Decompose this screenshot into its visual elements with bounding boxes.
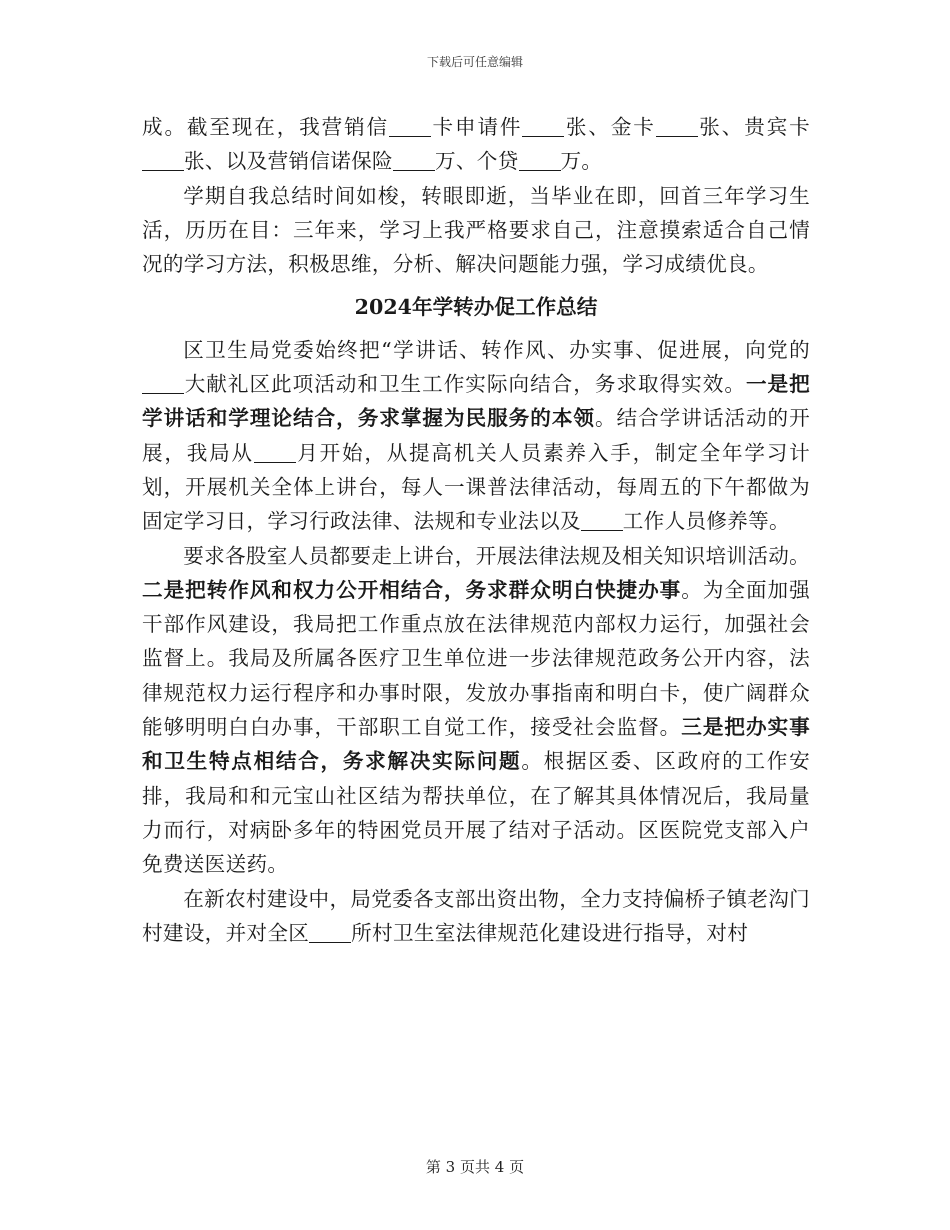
bold-heading-point-3: 三是把办实事和卫生特点相结合，务求解决实际问题 [142,715,810,774]
paragraph-study-summary: 学期自我总结时间如梭，转眼即逝，当毕业在即，回首三年学习生活，历历在目：三年来，学习上我严格要求自己，注意摸索适合自己情况的学习方法，积极思维，分析、解决问题能力强，学习成绩优良。 [142,183,810,277]
text-run: 所村卫生室法律规范化建设进行指导，对村 [351,920,749,945]
fill-blank [393,150,435,172]
bold-heading-point-2: 二是把转作风和权力公开相结合，务求群众明白快捷办事 [142,577,682,602]
paragraph-rural-construction [142,882,810,951]
text-run: 。为全面加强干部作风建设，我局把工作重点放在法律规范内部权力运行，加强社会监督上。我局及所属各医疗卫生单位进一步法律规范政务公开内容，法律规范权力运行程序和办事时限，发放办事指南和明白卡，使广阔群众能够明明白白办事，干部职工自觉工作，接受社会监督。 [142,577,810,740]
paragraph-intro-first-point [142,333,810,539]
text-run: 月开始，从提高机关人员素养入手，制定全年学习计划，开展机关全体上讲台，每人一课普法律活动，每周五的下午都做为固定学习日，学习行政法律、法规和专业法以及 [142,440,811,534]
page-footer: 第 3 页共 4 页 [425,1158,525,1176]
text-run: 区卫生局党委始终把“学讲话、转作风、办实事、促进展，向党的 [183,337,810,362]
fill-blank [142,150,184,172]
text-run: 要求各股室人员都要走上讲台，开展法律法规及相关知识培训活动。 [183,543,810,568]
fill-blank [309,921,351,943]
document-body [142,110,810,950]
text-run: 。根据区委、区政府的工作安排，我局和和元宝山社区结为帮扶单位，在了解其具体情况后，我局量力而行，对病卧多年的特困党员开展了结对子活动。区医院党支部入户免费送医送药。 [142,749,810,877]
fill-blank [522,115,564,137]
text-run: 万。 [560,149,603,174]
fill-blank [581,510,623,532]
text-run: 。结合学讲话活动的开展，我局从 [142,406,810,465]
fill-blank [519,150,561,172]
fill-blank [656,115,698,137]
fill-blank [389,115,431,137]
fill-blank [254,441,296,463]
text-run: 张、以及营销信诺保险 [184,149,393,174]
text-run: 万、个贷 [434,149,519,174]
text-run: 张、金卡 [564,115,656,139]
paragraph-sales-figures [142,110,810,179]
text-run: 成。截至现在，我营销信 [142,115,389,139]
text-run: 张、贵宾卡 [697,115,810,139]
bold-heading-point-1: 一是把学讲话和学理论结合，务求掌握为民服务的本领 [142,372,811,431]
paragraph-second-third-points [142,539,810,882]
fill-blank [142,372,184,394]
page-header: 下载后可任意编辑 [426,55,523,69]
text-run: 大献礼区此项活动和卫生工作实际向结合，务求取得实效。 [184,372,746,397]
text-run: 卡申请件 [430,115,523,139]
section-title: 2024年学转办促工作总结 [354,295,598,320]
text-run: 工作人员修养等。 [622,509,790,534]
text-run: 在新农村建设中，局党委各支部出资出物，全力支持偏桥子镇老沟门村建设，并对全区 [142,886,810,945]
